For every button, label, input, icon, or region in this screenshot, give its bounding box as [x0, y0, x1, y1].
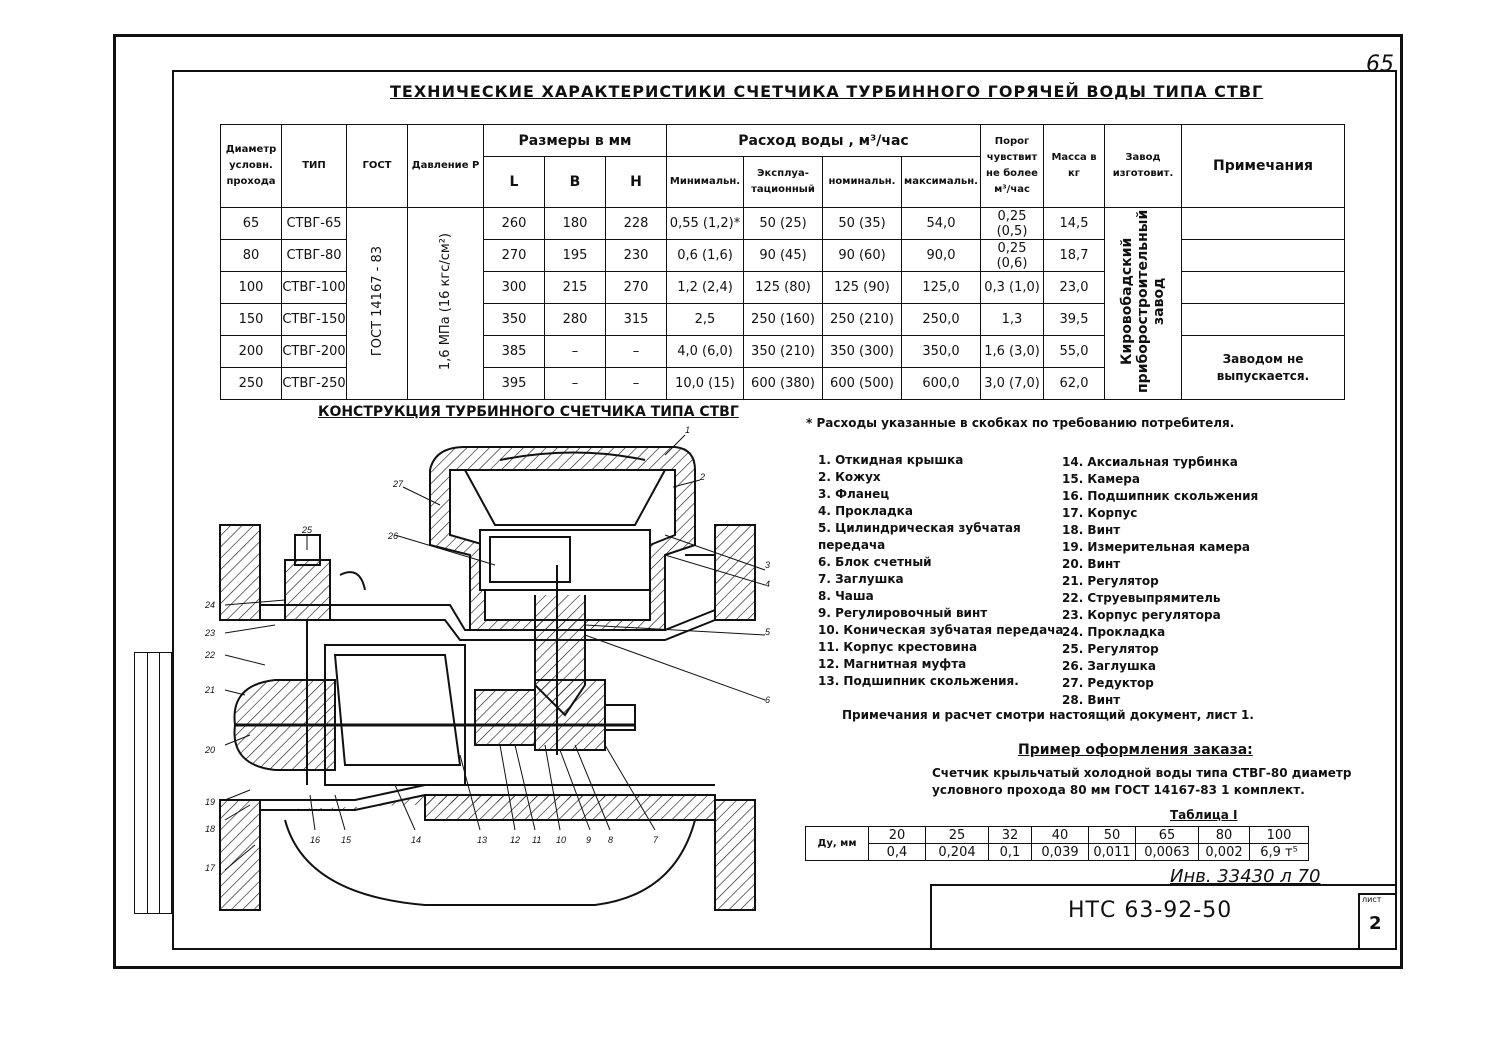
- t1-cell: 0,039: [1032, 844, 1089, 861]
- cell-thr: 0,3 (1,0): [981, 272, 1044, 304]
- callout-10: 10: [556, 835, 567, 845]
- cell-max: 125,0: [902, 272, 981, 304]
- order-example-title: Пример оформления заказа:: [1018, 742, 1253, 758]
- cell-type: СТВГ-200: [282, 336, 347, 368]
- col-pressure: Давление Р: [408, 125, 484, 208]
- cell-type: СТВГ-65: [282, 208, 347, 240]
- cell-min: 0,55 (1,2)*: [667, 208, 744, 240]
- cell-type: СТВГ-150: [282, 304, 347, 336]
- callout-18: 18: [205, 824, 216, 834]
- callout-19: 19: [205, 797, 216, 807]
- page-title: ТЕХНИЧЕСКИЕ ХАРАКТЕРИСТИКИ СЧЕТЧИКА ТУРБИННОГО ГОРЯЧЕЙ ВОДЫ ТИПА СТВГ: [390, 82, 1264, 101]
- stamp-border: [1358, 893, 1360, 950]
- footnote: * Расходы указанные в скобках по требованию потребителя.: [806, 416, 1235, 430]
- t1-cell: 65: [1136, 827, 1199, 844]
- callout-25: 25: [302, 525, 313, 535]
- cell-nom: 250 (210): [823, 304, 902, 336]
- callout-13: 13: [477, 835, 488, 845]
- cell-min: 2,5: [667, 304, 744, 336]
- col-type: ТИП: [282, 125, 347, 208]
- cell-note: [1182, 272, 1345, 304]
- list-item: 10. Коническая зубчатая передача: [818, 623, 1064, 637]
- cell-H: 228: [606, 208, 667, 240]
- stamp-border: [930, 884, 932, 950]
- callout-3: 3: [765, 560, 771, 570]
- list-item: 21. Регулятор: [1062, 574, 1159, 588]
- construction-title: КОНСТРУКЦИЯ ТУРБИННОГО СЧЕТЧИКА ТИПА СТВГ: [318, 404, 739, 420]
- cell-d: 100: [221, 272, 282, 304]
- t1-cell: 0,002: [1199, 844, 1250, 861]
- cell-B: 195: [545, 240, 606, 272]
- list-item: 26. Заглушка: [1062, 659, 1156, 673]
- list-item: 14. Аксиальная турбинка: [1062, 455, 1238, 469]
- cell-exp: 50 (25): [744, 208, 823, 240]
- t1-cell: 32: [989, 827, 1032, 844]
- cell-H: –: [606, 336, 667, 368]
- cell-max: 350,0: [902, 336, 981, 368]
- callout-9: 9: [586, 835, 592, 845]
- cell-B: 180: [545, 208, 606, 240]
- cell-nom: 600 (500): [823, 368, 902, 400]
- callout-1: 1: [685, 425, 691, 435]
- order-example-text: [932, 765, 1351, 799]
- list-item: 1. Откидная крышка: [818, 453, 964, 467]
- t1-cell: 0,0063: [1136, 844, 1199, 861]
- cell-mass: 55,0: [1044, 336, 1105, 368]
- table1: [805, 826, 1309, 861]
- callout-8: 8: [608, 835, 614, 845]
- cell-plant: Кировобадский приборостроительный завод: [1105, 208, 1182, 400]
- callout-27: 27: [393, 479, 404, 489]
- col-H: H: [606, 157, 667, 208]
- list-item: 7. Заглушка: [818, 572, 904, 586]
- callout-7: 7: [653, 835, 659, 845]
- t1-cell: 50: [1089, 827, 1136, 844]
- cell-B: –: [545, 368, 606, 400]
- cell-thr: 3,0 (7,0): [981, 368, 1044, 400]
- col-dimensions: Размеры в мм: [484, 125, 667, 157]
- cell-max: 250,0: [902, 304, 981, 336]
- list-item: 25. Регулятор: [1062, 642, 1159, 656]
- callout-4: 4: [765, 579, 771, 589]
- cell-d: 65: [221, 208, 282, 240]
- table-row: [806, 827, 1309, 844]
- col-B: B: [545, 157, 606, 208]
- callout-2: 2: [700, 472, 706, 482]
- list-item: 9. Регулировочный винт: [818, 606, 988, 620]
- callout-21: 21: [205, 685, 216, 695]
- col-plant: Завод изготовит.: [1105, 125, 1182, 208]
- t1-cell: 40: [1032, 827, 1089, 844]
- cell-note: [1182, 208, 1345, 240]
- list-item: 12. Магнитная муфта: [818, 657, 967, 671]
- cell-nom: 50 (35): [823, 208, 902, 240]
- cell-min: 0,6 (1,6): [667, 240, 744, 272]
- list-item: 23. Корпус регулятора: [1062, 608, 1221, 622]
- col-mass: Масса в кг: [1044, 125, 1105, 208]
- cell-L: 270: [484, 240, 545, 272]
- cell-thr: 1,6 (3,0): [981, 336, 1044, 368]
- list-item: 27. Редуктор: [1062, 676, 1154, 690]
- meter-section-drawing: [195, 425, 785, 920]
- cell-max: 90,0: [902, 240, 981, 272]
- callout-26: 26: [388, 531, 399, 541]
- cell-B: –: [545, 336, 606, 368]
- spec-table: [220, 124, 1345, 400]
- cell-L: 350: [484, 304, 545, 336]
- col-flow: Расход воды , м³/час: [667, 125, 981, 157]
- list-item: 8. Чаша: [818, 589, 874, 603]
- parts-list-left: [818, 452, 1064, 690]
- cell-d: 250: [221, 368, 282, 400]
- cell-thr: 0,25 (0,6): [981, 240, 1044, 272]
- cell-note-not-produced: Заводом не выпускается.: [1182, 336, 1345, 400]
- note-text: Примечания и расчет смотри настоящий документ, лист 1.: [842, 708, 1254, 722]
- list-item: 6. Блок счетный: [818, 555, 932, 569]
- cell-type: СТВГ-80: [282, 240, 347, 272]
- t1-cell: 0,204: [926, 844, 989, 861]
- t1-cell: 100: [1250, 827, 1309, 844]
- col-flow-max: максимальн.: [902, 157, 981, 208]
- col-flow-min: Минимальн.: [667, 157, 744, 208]
- t1-cell: 25: [926, 827, 989, 844]
- cell-B: 215: [545, 272, 606, 304]
- list-number: 2: [1369, 913, 1382, 934]
- cell-exp: 600 (380): [744, 368, 823, 400]
- cell-min: 4,0 (6,0): [667, 336, 744, 368]
- list-item: 17. Корпус: [1062, 506, 1138, 520]
- list-item: передача: [818, 538, 886, 552]
- cell-H: 230: [606, 240, 667, 272]
- cell-mass: 62,0: [1044, 368, 1105, 400]
- cell-H: 270: [606, 272, 667, 304]
- cell-nom: 125 (90): [823, 272, 902, 304]
- callout-23: 23: [205, 628, 216, 638]
- cell-exp: 90 (45): [744, 240, 823, 272]
- t1-cell: 0,1: [989, 844, 1032, 861]
- list-item: 24. Прокладка: [1062, 625, 1166, 639]
- document-code: НТС 63-92-50: [1068, 898, 1233, 923]
- cell-max: 600,0: [902, 368, 981, 400]
- table-row: [221, 208, 1345, 240]
- order-line-1: Счетчик крыльчатый холодной воды типа СТВГ-80 диаметр: [932, 766, 1352, 780]
- cell-min: 1,2 (2,4): [667, 272, 744, 304]
- cell-mass: 14,5: [1044, 208, 1105, 240]
- list-item: 28. Винт: [1062, 693, 1121, 707]
- cell-note: [1182, 240, 1345, 272]
- list-item: 16. Подшипник скольжения: [1062, 489, 1259, 503]
- parts-list-right: [1062, 454, 1258, 709]
- order-line-2: условного прохода 80 мм ГОСТ 14167-83 1 комплект.: [932, 783, 1305, 797]
- list-item: 13. Подшипник скольжения.: [818, 674, 1019, 688]
- cell-mass: 18,7: [1044, 240, 1105, 272]
- callout-14: 14: [411, 835, 422, 845]
- callout-5: 5: [765, 627, 771, 637]
- cell-L: 395: [484, 368, 545, 400]
- cell-d: 200: [221, 336, 282, 368]
- t1-cell: 6,9 т⁵: [1250, 844, 1309, 861]
- col-diameter: Диаметр условн. прохода: [221, 125, 282, 208]
- cell-mass: 23,0: [1044, 272, 1105, 304]
- list-item: 18. Винт: [1062, 523, 1121, 537]
- cell-gost: ГОСТ 14167 - 83: [347, 208, 408, 400]
- list-item: 4. Прокладка: [818, 504, 913, 518]
- cell-type: СТВГ-100: [282, 272, 347, 304]
- callout-24: 24: [205, 600, 216, 610]
- table1-label: Таблица I: [1170, 808, 1238, 822]
- cell-nom: 90 (60): [823, 240, 902, 272]
- t1-cell: 80: [1199, 827, 1250, 844]
- cell-L: 300: [484, 272, 545, 304]
- sheet-number: 65: [1366, 52, 1394, 77]
- callout-20: 20: [205, 745, 216, 755]
- callout-17: 17: [205, 863, 216, 873]
- callout-12: 12: [510, 835, 521, 845]
- list-item: 20. Винт: [1062, 557, 1121, 571]
- table-row: [806, 844, 1309, 861]
- list-item: 5. Цилиндрическая зубчатая: [818, 521, 1021, 535]
- cell-thr: 0,25 (0,5): [981, 208, 1044, 240]
- cell-H: 315: [606, 304, 667, 336]
- list-label: лист: [1362, 895, 1382, 904]
- col-flow-exp: Эксплуа-тационный: [744, 157, 823, 208]
- list-item: 11. Корпус крестовина: [818, 640, 978, 654]
- cell-min: 10,0 (15): [667, 368, 744, 400]
- cell-L: 385: [484, 336, 545, 368]
- cell-thr: 1,3: [981, 304, 1044, 336]
- t1-cell: 0,011: [1089, 844, 1136, 861]
- list-item: 3. Фланец: [818, 487, 890, 501]
- list-item: 15. Камера: [1062, 472, 1140, 486]
- col-L: L: [484, 157, 545, 208]
- cell-nom: 350 (300): [823, 336, 902, 368]
- callout-15: 15: [341, 835, 352, 845]
- callout-22: 22: [205, 650, 216, 660]
- stamp-border: [930, 884, 1397, 886]
- col-notes: Примечания: [1182, 125, 1345, 208]
- callout-16: 16: [310, 835, 321, 845]
- cell-max: 54,0: [902, 208, 981, 240]
- cell-pressure: 1,6 МПа (16 кгс/см²): [408, 208, 484, 400]
- side-stamp-strip: [134, 652, 172, 914]
- cell-d: 80: [221, 240, 282, 272]
- col-threshold: Порог чувствит не более м³/час: [981, 125, 1044, 208]
- inventory-number: Инв. 33430 л 70: [1170, 866, 1321, 887]
- list-item: 2. Кожух: [818, 470, 881, 484]
- callout-11: 11: [532, 835, 542, 845]
- cell-exp: 250 (160): [744, 304, 823, 336]
- t1-cell: 0,4: [869, 844, 926, 861]
- cell-exp: 350 (210): [744, 336, 823, 368]
- callout-6: 6: [765, 695, 771, 705]
- cell-type: СТВГ-250: [282, 368, 347, 400]
- cell-B: 280: [545, 304, 606, 336]
- cell-L: 260: [484, 208, 545, 240]
- cell-note: [1182, 304, 1345, 336]
- cell-mass: 39,5: [1044, 304, 1105, 336]
- cell-exp: 125 (80): [744, 272, 823, 304]
- t1-header: Ду, мм: [806, 827, 869, 861]
- list-item: 19. Измерительная камера: [1062, 540, 1251, 554]
- cell-H: –: [606, 368, 667, 400]
- col-flow-nom: номинальн.: [823, 157, 902, 208]
- cell-d: 150: [221, 304, 282, 336]
- list-item: 22. Струевыпрямитель: [1062, 591, 1221, 605]
- t1-cell: 20: [869, 827, 926, 844]
- col-gost: ГОСТ: [347, 125, 408, 208]
